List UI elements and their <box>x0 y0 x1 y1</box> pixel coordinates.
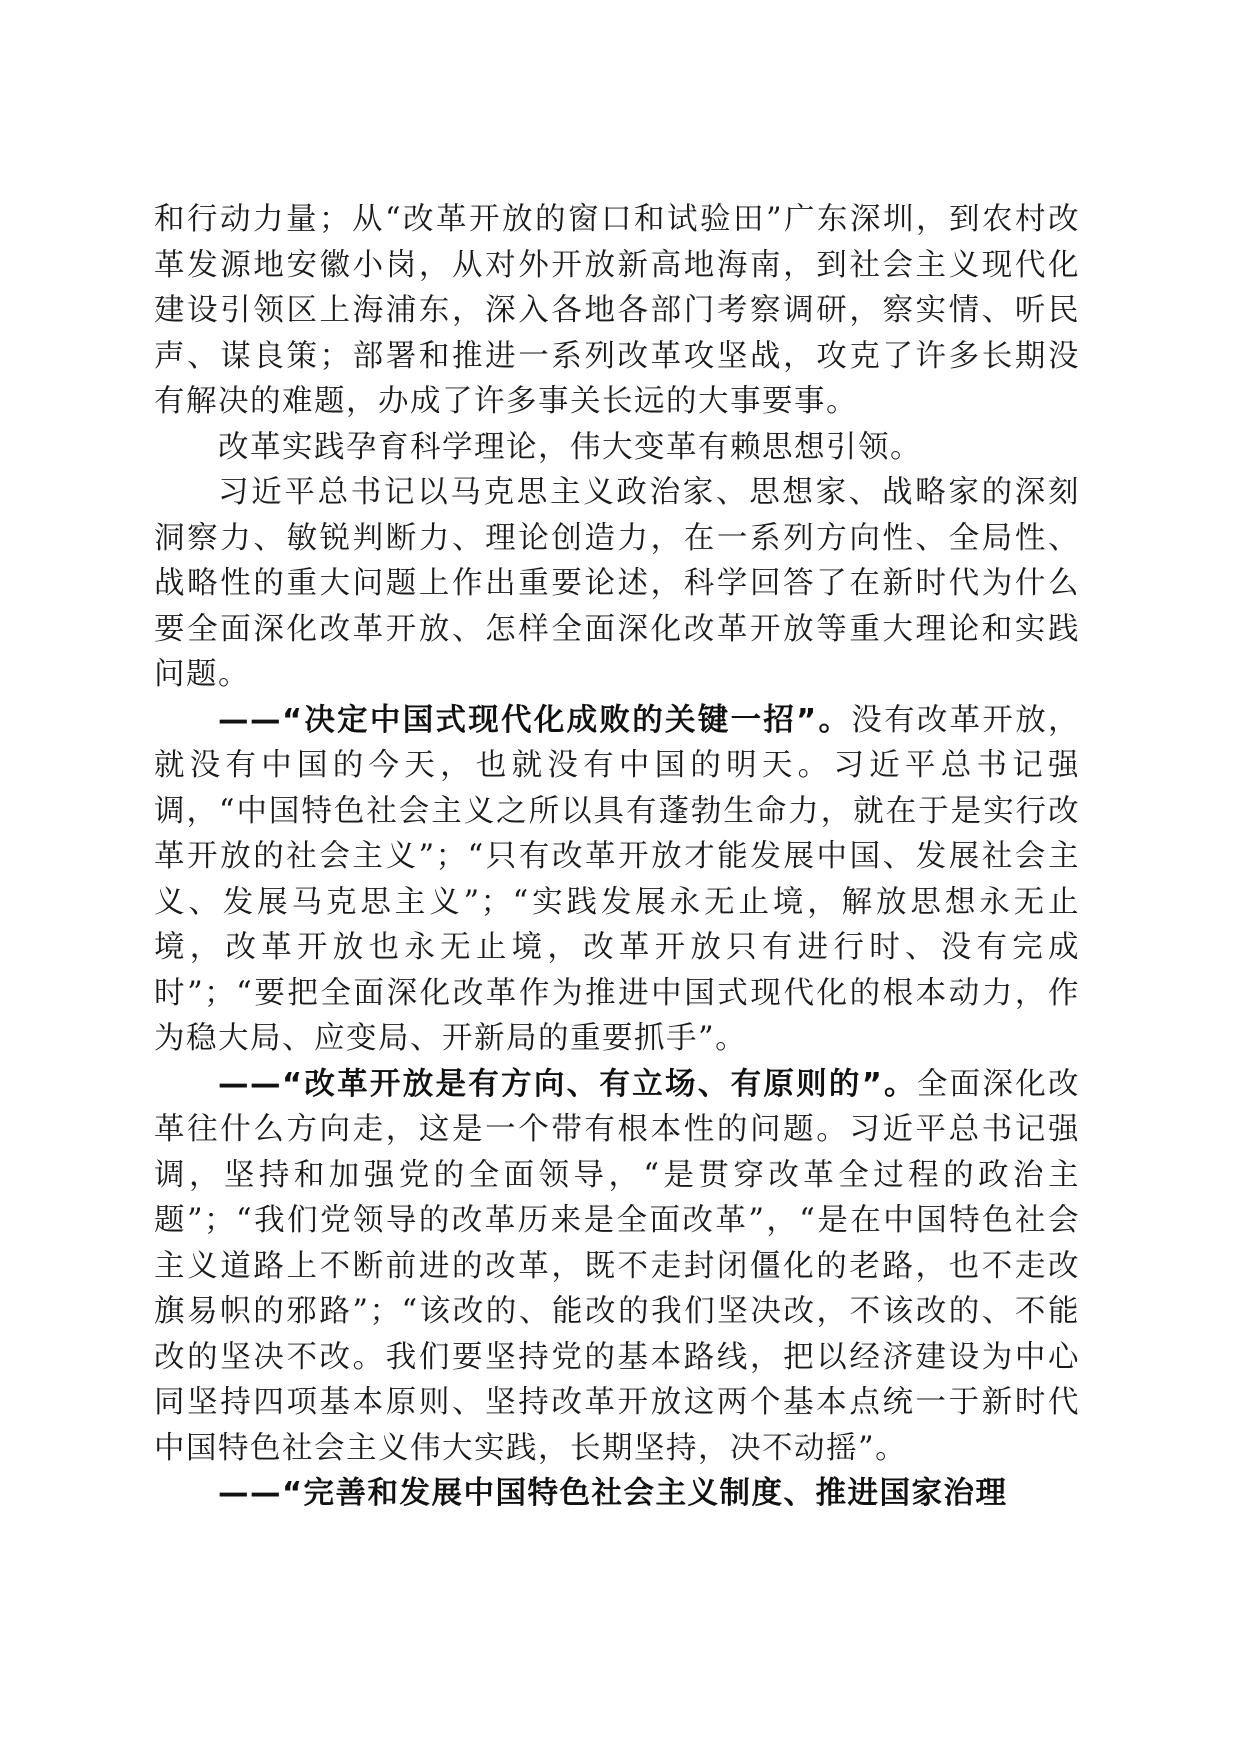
paragraph-text: 没有改革开放，就没有中国的今天，也就没有中国的明天。习近平总书记强调，“中国特色社会主义之所以具有蓬勃生命力，就在于是实行改革开放的社会主义”；“只有改革开放才能发展中国、发展社会主义、发展马克思主义”；“实践发展永无止境，解放思想永无止境，改革开放也永无止境，改革开放只有进行时、没有完成时”；“要把全面深化改革作为推进中国式现代化的根本动力，作为稳大局、应变局、开新局的重要抓手”。 <box>154 702 1081 1056</box>
paragraph-theory-intro <box>154 425 1080 471</box>
paragraph-lead-heading: ——“完善和发展中国特色社会主义制度、推进国家治理 <box>218 1476 1008 1511</box>
paragraph-lead-heading: ——“改革开放是有方向、有立场、有原则的”。 <box>218 1066 917 1102</box>
body-text <box>154 197 1080 1517</box>
paragraph-direction <box>154 1062 1080 1472</box>
paragraph-text: 全面深化改革往什么方向走，这是一个带有根本性的问题。习近平总书记强调，坚持和加强党的全面领导，“是贯穿改革全过程的政治主题”；“我们党领导的改革历来是全面改革”，“是在中国特色社会主义道路上不断前进的改革，既不走封闭僵化的老路，也不走改旗易帜的邪路”；“该改的、能改的我们坚决改，不该改的、不能改的坚决不改。我们要坚持党的基本路线，把以经济建设为中心同坚持四项基本原则、坚持改革开放这两个基本点统一于新时代中国特色社会主义伟大实践，长期坚持，决不动摇”。 <box>154 1066 1081 1466</box>
paragraph-xi-discourse <box>154 470 1080 698</box>
paragraph-text: 和行动力量；从“改革开放的窗口和试验田”广东深圳，到农村改革发源地安徽小岗，从对外开放新高地海南，到社会主义现代化建设引领区上海浦东，深入各地各部门考察调研，察实情、听民声、谋良策；部署和推进一系列改革攻坚战，攻克了许多长期没有解决的难题，办成了许多事关长远的大事要事。 <box>154 202 1080 419</box>
paragraph-text: 改革实践孕育科学理论，伟大变革有赖思想引领。 <box>218 429 922 465</box>
paragraph-key-move <box>154 698 1080 1062</box>
paragraph-lead-heading: ——“决定中国式现代化成败的关键一招”。 <box>218 702 852 738</box>
paragraph-system-governance <box>154 1471 1080 1517</box>
paragraph-text: 习近平总书记以马克思主义政治家、思想家、战略家的深刻洞察力、敏锐判断力、理论创造力，在一系列方向性、全局性、战略性的重大问题上作出重要论述，科学回答了在新时代为什么要全面深化改革开放、怎样全面深化改革开放等重大理论和实践问题。 <box>154 475 1080 692</box>
paragraph-reform-actions <box>154 197 1080 425</box>
